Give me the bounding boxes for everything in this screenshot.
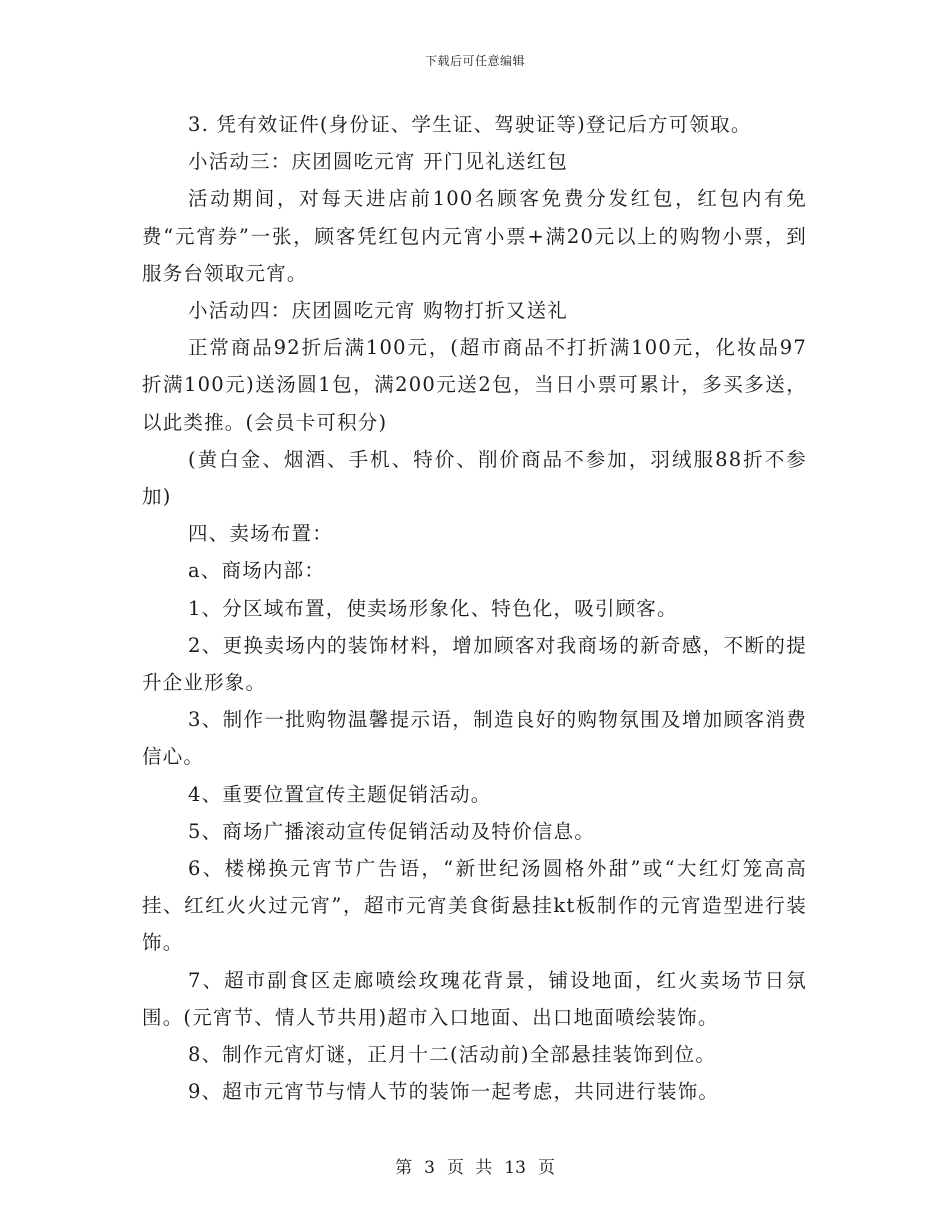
footer-suffix: 页 (537, 1158, 555, 1178)
paragraph-10: 2、更换卖场内的装饰材料，增加顾客对我商场的新奇感，不断的提升企业形象。 (142, 633, 807, 695)
paragraph-8: a、商场内部： (188, 559, 326, 583)
paragraph-5: 正常商品92折后满100元，(超市商品不打折满100元，化妆品97折满100元)送汤圆1包，满200元送2包，当日小票可累计，多买多送，以此类推。(会员卡可积分) (142, 336, 807, 434)
page-header: 下载后可任意编辑 (424, 54, 525, 68)
paragraph-13: 5、商场广播滚动宣传促销活动及特价信息。 (188, 819, 595, 843)
paragraph-7: 四、卖场布置： (188, 522, 333, 546)
paragraph-2: 小活动三：庆团圆吃元宵 开门见礼送红包 (188, 150, 568, 174)
paragraph-9: 1、分区域布置，使卖场形象化、特色化，吸引顾客。 (188, 596, 678, 620)
paragraph-15: 7、超市副食区走廊喷绘玫瑰花背景，铺设地面，红火卖场节日氛围。(元宵节、情人节共用)超市入口地面、出口地面喷绘装饰。 (142, 968, 807, 1029)
paragraph-4: 小活动四：庆团圆吃元宵 购物打折又送礼 (188, 299, 568, 323)
paragraph-11: 3、制作一批购物温馨提示语，制造良好的购物氛围及增加顾客消费信心。 (142, 708, 807, 769)
paragraph-12: 4、重要位置宣传主题促销活动。 (188, 782, 492, 806)
footer-page-number: 3 (424, 1158, 435, 1178)
document-body (142, 106, 807, 1110)
paragraph-6: (黄白金、烟酒、手机、特价、削价商品不参加，羽绒服88折不参加) (142, 447, 807, 509)
footer-total-pages: 13 (504, 1158, 526, 1178)
paragraph-14: 6、楼梯换元宵节广告语，“新世纪汤圆格外甜”或“大红灯笼高高挂、红红火火过元宵”，超市元宵美食街悬挂kt板制作的元宵造型进行装饰。 (142, 857, 807, 955)
footer-prefix: 第 (395, 1158, 413, 1178)
paragraph-17: 9、超市元宵节与情人节的装饰一起考虑，共同进行装饰。 (188, 1080, 720, 1104)
paragraph-16: 8、制作元宵灯谜，正月十二(活动前)全部悬挂装饰到位。 (188, 1043, 717, 1067)
paragraph-1: 3. 凭有效证件(身份证、学生证、驾驶证等)登记后方可领取。 (188, 113, 752, 136)
page-footer (0, 1153, 950, 1178)
paragraph-3: 活动期间，对每天进店前100名顾客免费分发红包，红包内有免费“元宵券”一张，顾客凭红包内元宵小票+满20元以上的购物小票，到服务台领取元宵。 (142, 187, 807, 285)
footer-middle: 页 共 (446, 1158, 493, 1178)
